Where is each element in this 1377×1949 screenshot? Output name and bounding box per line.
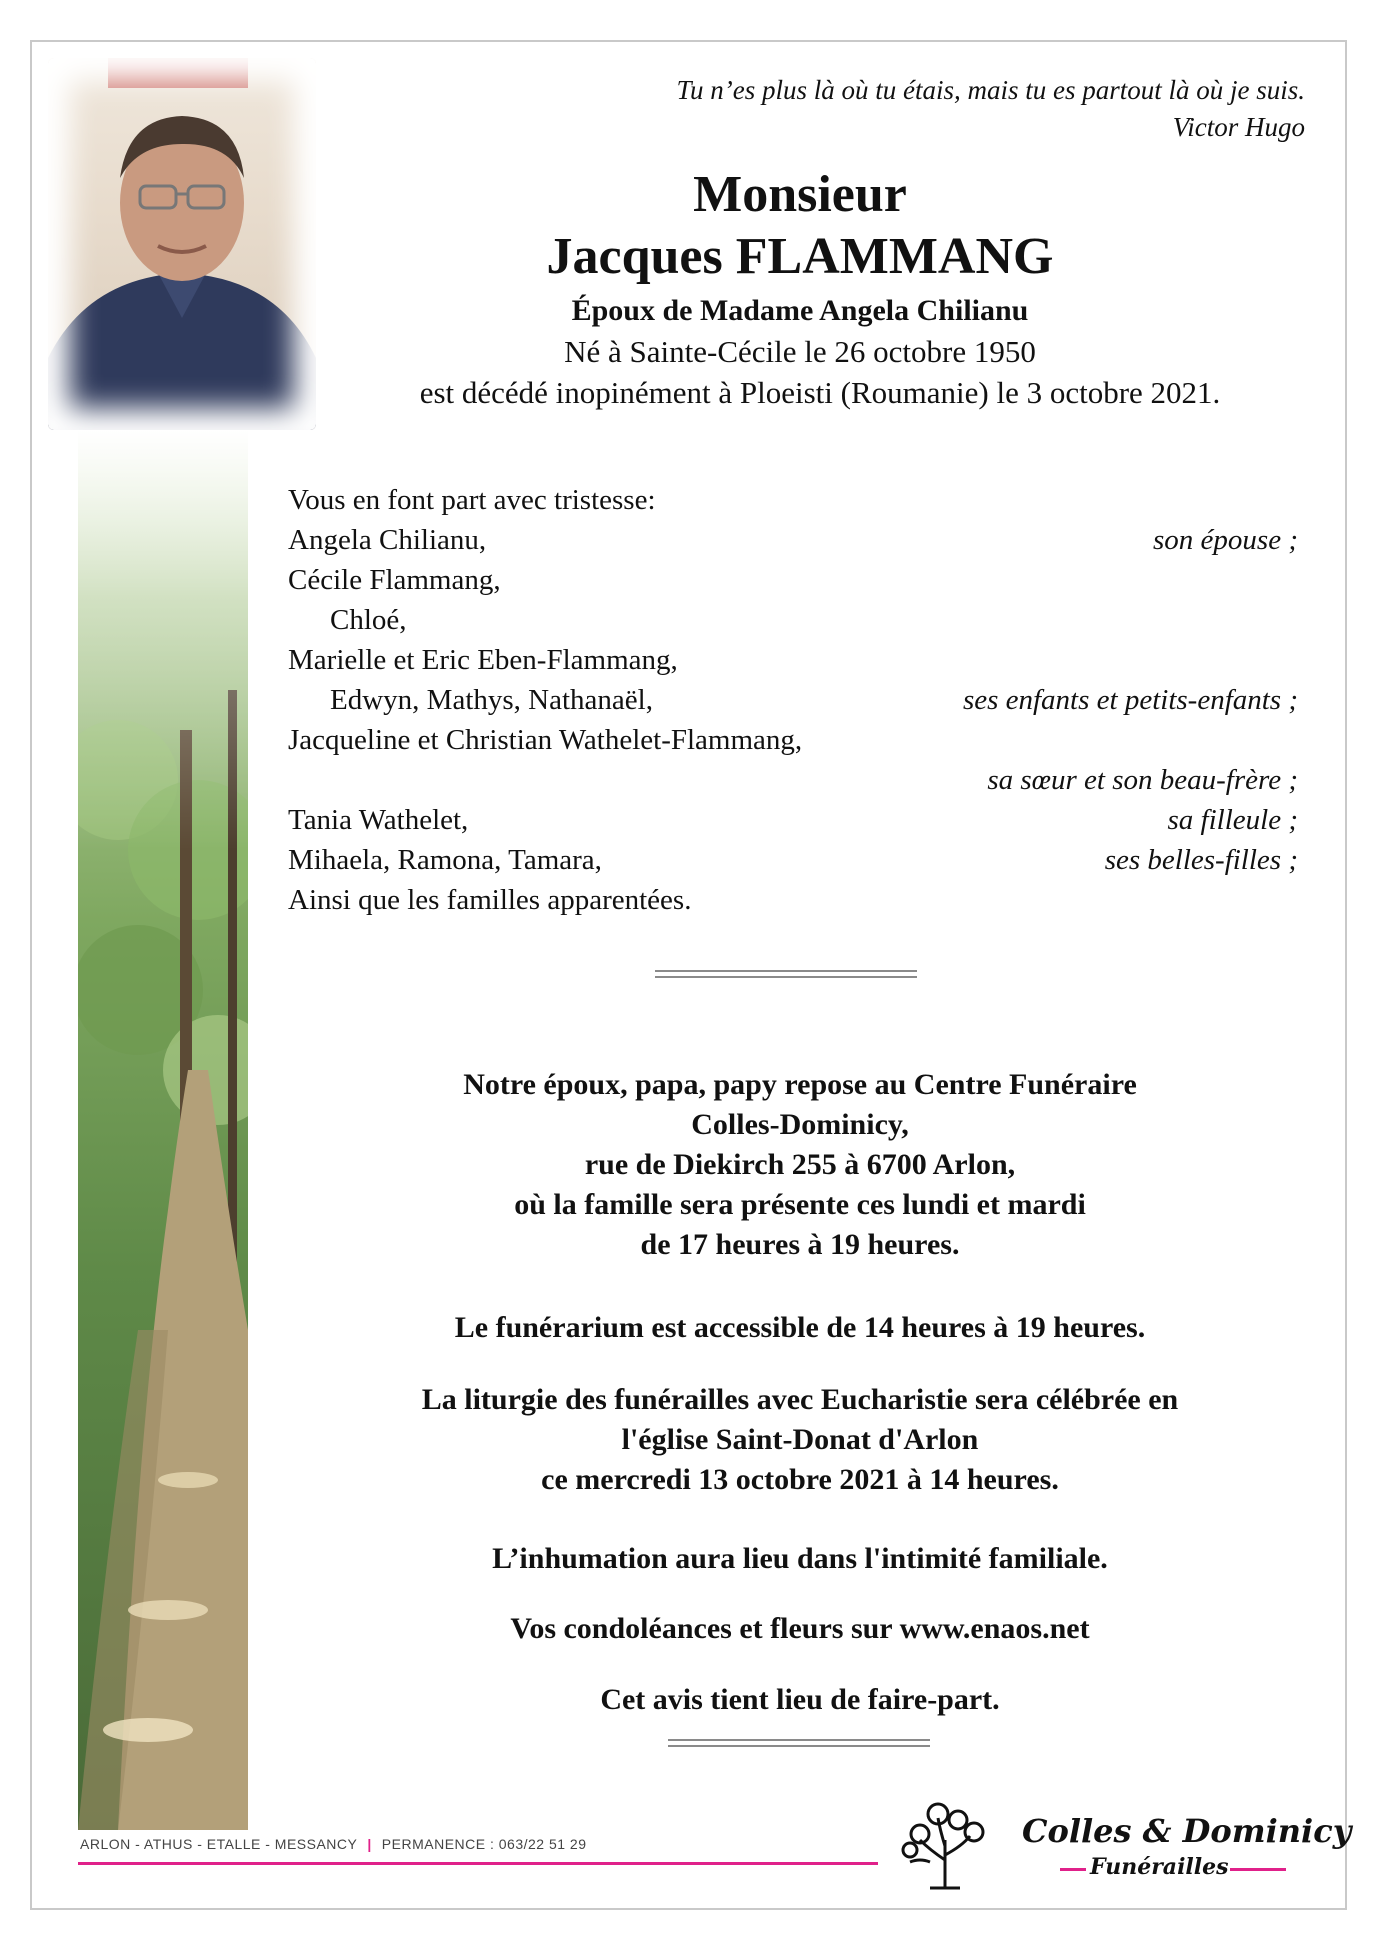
repose-line: Notre époux, papa, papy repose au Centre Funéraire xyxy=(463,1068,1137,1101)
notice-line: Cet avis tient lieu de faire-part. xyxy=(600,1683,1000,1716)
family-member: Marielle et Eric Eben-Flammang, xyxy=(288,644,678,676)
family-relation: ses belles-filles ; xyxy=(1104,844,1298,876)
quote-text: Tu n’es plus là où tu étais, mais tu es partout là où je suis. xyxy=(676,75,1305,105)
family-list xyxy=(288,480,1298,920)
family-row xyxy=(288,520,1298,560)
spouse-line: Époux de Madame Angela Chilianu xyxy=(571,294,1029,327)
family-member: Mihaela, Ramona, Tamara, xyxy=(288,844,602,876)
logo-accent-left xyxy=(1060,1868,1086,1871)
family-member: Tania Wathelet, xyxy=(288,804,469,836)
epigraph-quote xyxy=(676,72,1305,146)
family-row xyxy=(288,680,1298,720)
family-intro-text: Vous en font part avec tristesse: xyxy=(288,484,656,516)
forest-path-image xyxy=(78,430,248,1830)
logo-accent-right xyxy=(1230,1868,1286,1871)
honorific: Monsieur xyxy=(693,166,907,223)
family-member: Angela Chilianu, xyxy=(288,524,487,556)
family-member: Cécile Flammang, xyxy=(288,564,501,596)
repose-line: rue de Diekirch 255 à 6700 Arlon, xyxy=(584,1148,1016,1181)
liturgy-line: l'église Saint-Donat d'Arlon xyxy=(621,1423,979,1456)
repose-block xyxy=(300,1065,1300,1265)
deceased-name: Jacques FLAMMANG xyxy=(546,228,1054,285)
logo-name: Colles & Dominicy xyxy=(1022,1812,1352,1850)
family-row xyxy=(288,560,1298,600)
birth-line: Né à Sainte-Cécile le 26 octobre 1950 xyxy=(564,334,1036,369)
portrait-photo xyxy=(48,58,316,430)
family-relation: son épouse ; xyxy=(1153,524,1298,556)
footer-contact xyxy=(80,1836,587,1852)
family-closing xyxy=(288,880,1298,920)
repose-line: Colles-Dominicy, xyxy=(691,1108,909,1141)
burial-line: L’inhumation aura lieu dans l'intimité familiale. xyxy=(492,1542,1108,1575)
family-member: Edwyn, Mathys, Nathanaël, xyxy=(330,684,653,716)
family-row xyxy=(288,600,1298,640)
footer-locations: ARLON - ATHUS - ETALLE - MESSANCY xyxy=(80,1836,358,1852)
death-line: est décédé inopinément à Ploeisti (Roumanie) le 3 octobre 2021. xyxy=(419,375,1221,410)
family-row xyxy=(288,760,1298,800)
separator-bottom xyxy=(668,1739,930,1747)
family-closing-text: Ainsi que les familles apparentées. xyxy=(288,884,692,916)
repose-line: où la famille sera présente ces lundi et mardi xyxy=(514,1188,1086,1221)
liturgy-line: La liturgie des funérailles avec Eucharistie sera célébrée en xyxy=(421,1383,1179,1416)
family-relation: sa sœur et son beau-frère ; xyxy=(987,764,1298,796)
footer-accent-line xyxy=(78,1862,878,1865)
family-member: Jacqueline et Christian Wathelet-Flammang, xyxy=(288,724,803,756)
tree-logo-icon xyxy=(890,1800,1000,1890)
separator-top xyxy=(655,970,917,978)
liturgy-block xyxy=(300,1380,1300,1500)
logo-subtitle: Funérailles xyxy=(1090,1854,1229,1880)
family-relation: sa filleule ; xyxy=(1167,804,1298,836)
funeral-home-logo xyxy=(890,1800,1352,1890)
family-row xyxy=(288,800,1298,840)
liturgy-line: ce mercredi 13 octobre 2021 à 14 heures. xyxy=(541,1463,1059,1496)
repose-line: de 17 heures à 19 heures. xyxy=(640,1228,960,1261)
condolences-line: Vos condoléances et fleurs sur www.enaos.net xyxy=(510,1612,1090,1645)
footer-divider: | xyxy=(367,1836,372,1852)
family-intro xyxy=(288,480,1298,520)
family-row xyxy=(288,640,1298,680)
family-row xyxy=(288,840,1298,880)
quote-author: Victor Hugo xyxy=(1172,112,1305,142)
access-line: Le funérarium est accessible de 14 heures à 19 heures. xyxy=(454,1311,1146,1344)
family-member: Chloé, xyxy=(330,604,407,636)
footer-permanence: PERMANENCE : 063/22 51 29 xyxy=(381,1836,587,1852)
family-row xyxy=(288,720,1298,760)
family-relation: ses enfants et petits-enfants ; xyxy=(962,684,1298,716)
